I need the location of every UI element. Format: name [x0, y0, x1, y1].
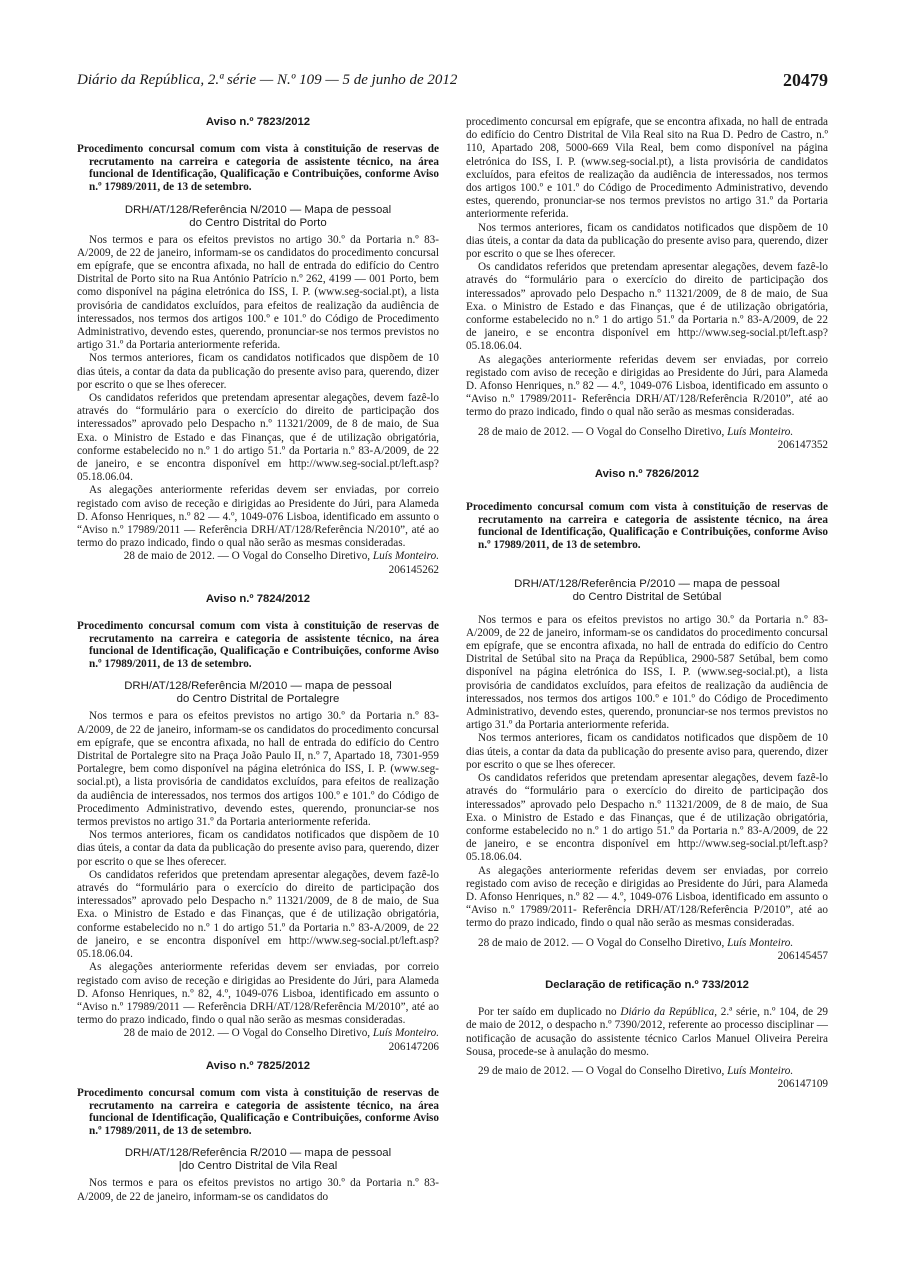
notice-subject: Procedimento concursal comum com vista à constituição de reservas de recrutamento na carreira e categoria de assistente técnico, na área funcional de Identificação, Qualificação e Contribuições, conforme Aviso n.º 17989/2011, de 13 de setembro. [77, 143, 439, 193]
page-number: 20479 [783, 70, 828, 90]
reference-line: |do Centro Distrital de Vila Real [178, 1160, 338, 1173]
paragraph: Nos termos anteriores, ficam os candidatos notificados que dispõem de 10 dias úteis, a contar da data da publicação do presente aviso para, querendo, dizer por escrito o que se lhes oferecer. [466, 221, 828, 261]
signature-text: 28 de maio de 2012. — O Vogal do Conselho Diretivo, [478, 425, 725, 438]
notice-title: Aviso n.º 7823/2012 [205, 116, 311, 128]
reference-line: DRH/AT/128/Referência N/2010 — Mapa de pessoal [124, 203, 392, 216]
paragraph: Os candidatos referidos que pretendam apresentar alegações, devem fazê-lo através do “formulário para o exercício do direito de participação dos interessados” aprovado pelo Despacho n.º 11321/2009, de 8 de maio, de Sua Exa. o Ministro de Estado e das Finanças, que é de utilização obrigatória, conforme estabelecido no n.º 1 do artigo 51.º da Portaria n.º 83-A/2009, de 22 de janeiro, e se encontra disponível em http://www.seg-social.pt/left.asp?05.18.06.04. [77, 392, 439, 484]
paragraph: Nos termos e para os efeitos previstos no artigo 30.º da Portaria n.º 83-A/2009, de 22 de janeiro, informam-se os candidatos do procedimento concursal em epígrafe, que se encontra afixada, no hall de entrada do edifício do Centro Distrital de Setúbal sito na Praça da República, 2900-587 Setúbal, bem como disponível na página eletrónica do ISS, I. P. (www.seg-social.pt), a lista provisória de candidatos excluídos, para efeitos de realização da audiência de interessados, nos termos dos artigos 100.º e 101.º do Código de Procedimento Administrativo, devendo estes, querendo, pronunciar-se nos termos previstos no artigo 31.º da Portaria anteriormente referida. [466, 613, 828, 732]
paragraph: As alegações anteriormente referidas devem ser enviadas, por correio registado com aviso de receção e dirigidas ao Presidente do Júri, para Alameda D. Afonso Henriques, n.º 82 — 4.º, 1049-076 Lisboa, identificado em assunto o “Aviso n.º 17989/2011 — Referência DRH/AT/128/Referência N/2010”, até ao termo do prazo indicado, findo o qual não serão as mesmas consideradas. [77, 484, 439, 550]
document-code: 206145457 [777, 949, 828, 962]
notice-subject: Procedimento concursal comum com vista à constituição de reservas de recrutamento na carreira e categoria de assistente técnico, na área funcional de Identificação, Qualificação e Contribuições, conforme Aviso n.º 17989/2011, de 13 de setembro. [466, 501, 828, 552]
paragraph: procedimento concursal em epígrafe, que se encontra afixada, no hall de entrada do edifício do Centro Distrital de Vila Real sito na Rua D. Pedro de Castro, n.º 110, Apartado 208, 5000-669 Vila Real, bem como disponível na página eletrónica do ISS, I. P. (www.seg-social.pt), a lista provisória de candidatos excluídos, para efeitos de realização da audiência de interessados, nos termos dos artigos 100.º e 101.º do Código de Procedimento Administrativo, devendo estes, querendo, pronunciar-se nos termos previstos no artigo 31.º da Portaria anteriormente referida. [466, 116, 828, 221]
paragraph: Os candidatos referidos que pretendam apresentar alegações, devem fazê-lo através do “formulário para o exercício do direito de participação dos interessados” aprovado pelo Despacho n.º 11321/2009, de 8 de maio, de Sua Exa. o Ministro de Estado e das Finanças, que é de utilização obrigatória, conforme estabelecido no n.º 1 do artigo 51.º da Portaria n.º 83-A/2009, de 22 de janeiro, e se encontra disponível em http://www.seg-social.pt/left.asp?05.18.06.04. [466, 261, 828, 353]
notice-subject: Procedimento concursal comum com vista à constituição de reservas de recrutamento na carreira e categoria de assistente técnico, na área funcional de Identificação, Qualificação e Contribuições, conforme Aviso n.º 17989/2011, de 13 de setembro. [77, 620, 439, 670]
paragraph: Os candidatos referidos que pretendam apresentar alegações, devem fazê-lo através do “formulário para o exercício do direito de participação dos interessados” aprovado pelo Despacho n.º 11321/2009, de 8 de maio, de Sua Exa. o Ministro de Estado e das Finanças, que é de utilização obrigatória, conforme estabelecido no n.º 1 do artigo 51.º da Portaria n.º 83-A/2009, de 22 de janeiro, e se encontra disponível em http://www.seg-social.pt/left.asp?05.18.06.04. [466, 772, 828, 864]
notice-reference [77, 204, 439, 230]
left-column [77, 116, 439, 1204]
signature-text: 28 de maio de 2012. — O Vogal do Conselho Diretivo, [123, 1027, 371, 1040]
signature-line [77, 550, 439, 563]
notice-subject: Procedimento concursal comum com vista à constituição de reservas de recrutamento na carreira e categoria de assistente técnico, na área funcional de Identificação, Qualificação e Contribuições, conforme Aviso n.º 17989/2011, de 13 de setembro. [77, 1086, 439, 1137]
paragraph [466, 1006, 828, 1059]
right-column [466, 116, 828, 1091]
notice-reference [77, 680, 439, 706]
signature-text: 28 de maio de 2012. — O Vogal do Conselho Diretivo, [123, 550, 371, 563]
reference-line: do Centro Distrital do Porto [189, 216, 327, 229]
paragraph: Nos termos e para os efeitos previstos no artigo 30.º da Portaria n.º 83-A/2009, de 22 de janeiro, informam-se os candidatos do procedimento concursal em epígrafe, que se encontra afixada, no hall de entrada do edifício do Centro Distrital de Portalegre sito na Praça João Paulo II, n.º 7, Apartado 18, 7301-959 Portalegre, bem como disponível na página eletrónica do ISS, I. P. (www.seg-social.pt), a lista provisória de candidatos excluídos, para efeitos de realização da audiência de interessados, nos termos dos artigos 100.º e 101.º do Código de Procedimento Administrativo, devendo estes, querendo, pronunciar-se nos termos previstos no artigo 31.º da Portaria anteriormente referida. [77, 710, 439, 829]
paragraph: Nos termos e para os efeitos previstos no artigo 30.º da Portaria n.º 83-A/2009, de 22 de janeiro, informam-se os candidatos do procedimento concursal em epígrafe, que se encontra afixada, no hall de entrada do edifício do Centro Distrital de Porto sito na Rua António Patrício n.º 262, 4199 — 001 Porto, bem como disponível na página eletrónica do ISS, I. P. (www.seg-social.pt), a lista provisória de candidatos excluídos, para efeitos de realização da audiência de interessados, nos termos dos artigos 100.º e 101.º do Código de Procedimento Administrativo, devendo estes, querendo, pronunciar-se nos termos previstos no artigo 31.º da Portaria anteriormente referida. [77, 233, 439, 352]
signer-name: Luís Monteiro. [727, 425, 794, 438]
reference-line: DRH/AT/128/Referência M/2010 — mapa de pessoal [124, 680, 392, 693]
document-code: 206147206 [388, 1040, 439, 1053]
paragraph: Nos termos anteriores, ficam os candidatos notificados que dispõem de 10 dias úteis, a contar da data da publicação do presente aviso para, querendo, dizer por escrito o que se lhes oferecer. [466, 732, 828, 771]
paragraph: As alegações anteriormente referidas devem ser enviadas, por correio registado com aviso de receção e dirigidas ao Presidente do Júri, para Alameda D. Afonso Henriques, n.º 82, 4.º, 1049-076 Lisboa, identificado em assunto o “Aviso n.º 17989/2011 — Referência DRH/AT/128/Referência M/2010”, até ao termo do prazo indicado, findo o qual não serão as mesmas consideradas. [77, 961, 439, 1027]
document-code: 206147109 [777, 1078, 828, 1091]
signature-line [466, 937, 828, 950]
signature-line [77, 1027, 439, 1040]
signer-name: Luís Monteiro. [727, 1064, 794, 1077]
notice-title: Aviso n.º 7826/2012 [594, 468, 700, 481]
declaration-title: Declaração de retificação n.º 733/2012 [545, 978, 749, 991]
notice-title: Aviso n.º 7824/2012 [205, 592, 311, 605]
journal-header: Diário da República, 2.ª série — N.º 109 — 5 de junho de 2012 [77, 72, 458, 88]
paragraph: Os candidatos referidos que pretendam apresentar alegações, devem fazê-lo através do “formulário para o exercício do direito de participação dos interessados” aprovado pelo Despacho n.º 11321/2009, de 8 de maio, de Sua Exa. o Ministro de Estado e das Finanças, que é de utilização obrigatória, conforme estabelecido no n.º 1 do artigo 51.º da Portaria n.º 83-A/2009, de 22 de janeiro, e se encontra disponível em http://www.seg-social.pt/left.asp?05.18.06.04. [77, 868, 439, 961]
signature-text: 28 de maio de 2012. — O Vogal do Conselho Diretivo, [478, 936, 725, 949]
paragraph: Nos termos e para os efeitos previstos no artigo 30.º da Portaria n.º 83-A/2009, de 22 de janeiro, informam-se os candidatos do [77, 1177, 439, 1203]
declaration-text: 2.ª série, n.º 104, de 29 de maio de 2012, o despacho n.º 7390/2012, referente ao processo disciplinar — notificação de acusação do assistente técnico Carlos Manuel Oliveira Pereira Sousa, procede-se à anulação do mesmo. [466, 1006, 829, 1058]
signature-text: 29 de maio de 2012. — O Vogal do Conselho Diretivo, [478, 1064, 725, 1077]
reference-line: do Centro Distrital de Portalegre [176, 693, 340, 706]
notice-title: Aviso n.º 7825/2012 [205, 1059, 311, 1072]
document-code: 206145262 [388, 563, 439, 576]
signature-line [466, 426, 828, 439]
signer-name: Luís Monteiro. [372, 550, 439, 563]
reference-line: DRH/AT/128/Referência P/2010 — mapa de pessoal [514, 577, 780, 590]
paragraph: Nos termos anteriores, ficam os candidatos notificados que dispõem de 10 dias úteis, a contar da data da publicação do presente aviso para, querendo, dizer por escrito o que se lhes oferecer. [77, 352, 439, 391]
paragraph: Nos termos anteriores, ficam os candidatos notificados que dispõem de 10 dias úteis, a contar da data da publicação do presente aviso para, querendo, dizer por escrito o que se lhes oferecer. [77, 829, 439, 868]
notice-reference [77, 1147, 439, 1173]
signer-name: Luís Monteiro. [727, 936, 794, 949]
declaration-text: Por ter saído em duplicado no [478, 1006, 617, 1019]
notice-reference [466, 578, 828, 604]
paragraph: As alegações anteriormente referidas devem ser enviadas, por correio registado com aviso de receção e dirigidas ao Presidente do Júri, para Alameda D. Afonso Henriques, n.º 82 — 4.º, 1049-076 Lisboa, identificado em assunto o “Aviso n.º 17989/2011- Referência DRH/AT/128/Referência R/2010”, até ao termo do prazo indicado, findo o qual não serão as mesmas consideradas. [466, 353, 828, 419]
reference-line: DRH/AT/128/Referência R/2010 — mapa de pessoal [124, 1147, 392, 1160]
document-code: 206147352 [777, 438, 828, 451]
declaration-journal: Diário da República, [620, 1006, 718, 1019]
paragraph: As alegações anteriormente referidas devem ser enviadas, por correio registado com aviso de receção e dirigidas ao Presidente do Júri, para Alameda D. Afonso Henriques, n.º 82 — 4.º, 1049-076 Lisboa, identificado em assunto o “Aviso n.º 17989/2011- Referência DRH/AT/128/Referência P/2010”, até ao termo do prazo indicado, findo o qual não serão as mesmas consideradas. [466, 864, 828, 930]
signer-name: Luís Monteiro. [372, 1027, 439, 1040]
reference-line: do Centro Distrital de Setúbal [572, 590, 722, 603]
signature-line [466, 1065, 828, 1078]
